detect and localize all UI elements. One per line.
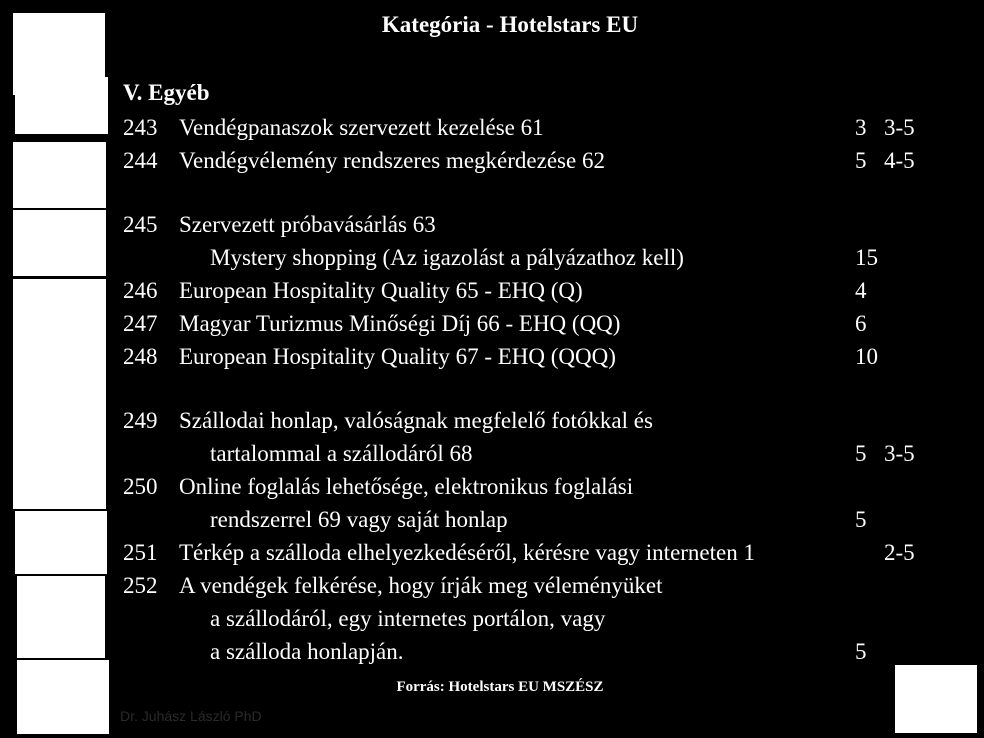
left-decor-block <box>17 660 109 734</box>
criteria-row <box>0 504 984 536</box>
criteria-row <box>0 603 984 635</box>
criteria-number: 244 <box>123 148 158 173</box>
criteria-row <box>0 242 984 274</box>
criteria-row <box>0 636 984 668</box>
criteria-points: 15 <box>855 245 878 270</box>
criteria-row <box>0 471 984 503</box>
criteria-text: Vendégvélemény rendszeres megkérdezése 62 <box>179 148 605 173</box>
criteria-range: 2-5 <box>884 540 915 565</box>
criteria-text: Szervezett próbavásárlás 63 <box>179 212 436 237</box>
criteria-number: 248 <box>123 344 158 369</box>
criteria-points: 4 <box>855 278 867 303</box>
criteria-row <box>0 209 984 241</box>
slide-title: Kategória - Hotelstars EU <box>381 12 639 37</box>
criteria-number: 252 <box>123 573 158 598</box>
criteria-text: A vendégek felkérése, hogy írják meg véleményüket <box>179 573 663 598</box>
source-note: Forrás: Hotelstars EU MSZÉSZ <box>396 679 604 695</box>
criteria-row <box>0 537 984 569</box>
criteria-points: 5 <box>855 148 867 173</box>
criteria-text: rendszerrel 69 vagy saját honlap <box>210 507 508 532</box>
criteria-range: 3-5 <box>884 115 915 140</box>
criteria-number: 250 <box>123 474 158 499</box>
criteria-range: 3-5 <box>884 441 915 466</box>
criteria-number: 247 <box>123 311 158 336</box>
criteria-points: 5 <box>855 507 867 532</box>
criteria-points: 10 <box>855 344 878 369</box>
criteria-text: Mystery shopping (Az igazolást a pályázathoz kell) <box>210 245 684 270</box>
criteria-row <box>0 438 984 470</box>
criteria-row <box>0 405 984 437</box>
section-heading: V. Egyéb <box>123 80 210 105</box>
criteria-row <box>0 341 984 373</box>
criteria-number: 246 <box>123 278 158 303</box>
criteria-row <box>0 112 984 144</box>
criteria-points: 3 <box>855 115 867 140</box>
criteria-points: 6 <box>855 311 867 336</box>
criteria-number: 243 <box>123 115 158 140</box>
criteria-range: 4-5 <box>884 148 915 173</box>
criteria-row <box>0 570 984 602</box>
criteria-number: 249 <box>123 408 158 433</box>
criteria-points: 5 <box>855 639 867 664</box>
corner-decor-box <box>895 665 977 733</box>
criteria-text: European Hospitality Quality 67 - EHQ (QQQ) <box>179 344 616 369</box>
criteria-text: a szállodáról, egy internetes portálon, vagy <box>210 606 606 631</box>
criteria-text: Magyar Turizmus Minőségi Díj 66 - EHQ (QQ) <box>179 311 621 336</box>
criteria-text: Online foglalás lehetősége, elektronikus foglalási <box>179 474 634 499</box>
criteria-row <box>0 275 984 307</box>
author-footer: Dr. Juhász László PhD <box>120 708 262 724</box>
criteria-row <box>0 145 984 177</box>
criteria-text: Vendégpanaszok szervezett kezelése 61 <box>179 115 544 140</box>
criteria-text: European Hospitality Quality 65 - EHQ (Q) <box>179 278 583 303</box>
criteria-text: tartalommal a szállodáról 68 <box>210 441 473 466</box>
criteria-text: a szálloda honlapján. <box>210 639 404 664</box>
criteria-number: 245 <box>123 212 158 237</box>
criteria-points: 5 <box>855 441 867 466</box>
criteria-text: Térkép a szálloda elhelyezkedéséről, kérésre vagy interneten 1 <box>179 540 755 565</box>
criteria-number: 251 <box>123 540 158 565</box>
criteria-row <box>0 308 984 340</box>
criteria-text: Szállodai honlap, valóságnak megfelelő fotókkal és <box>179 408 653 433</box>
